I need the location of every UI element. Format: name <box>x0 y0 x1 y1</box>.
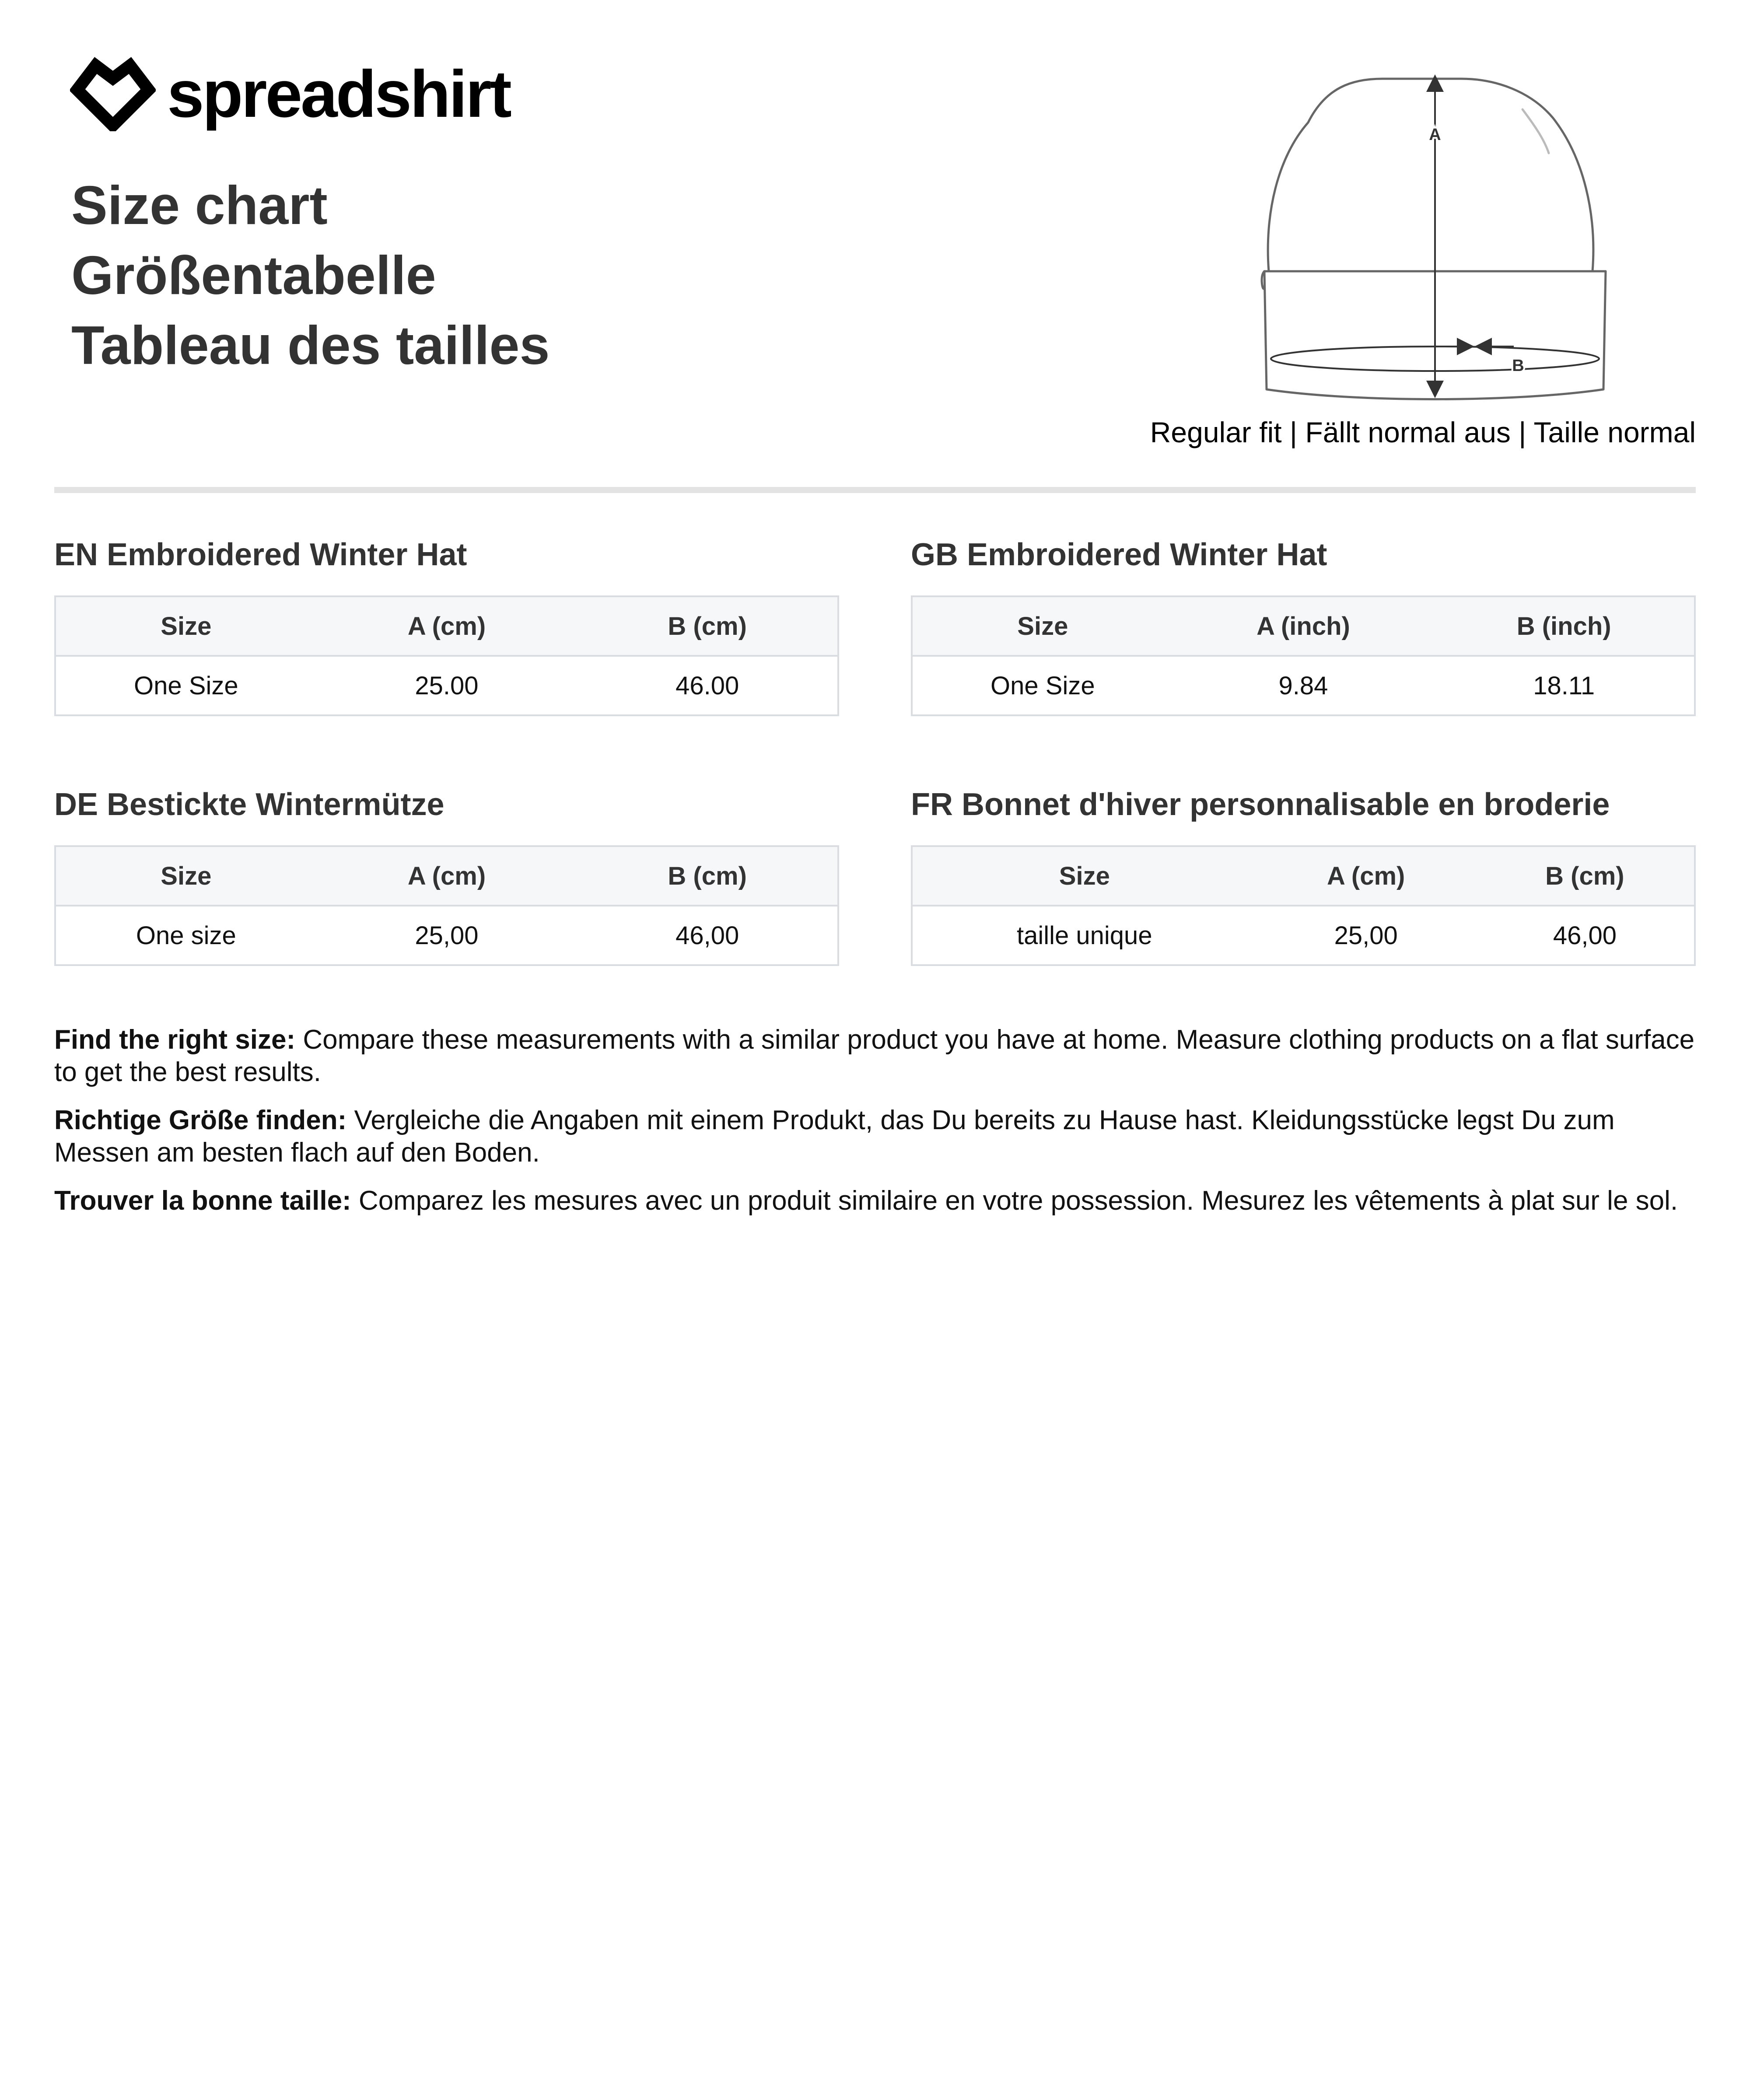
table-cell: 46,00 <box>1476 906 1695 965</box>
page-titles <box>71 171 550 381</box>
title-en: Size chart <box>71 175 328 236</box>
section-title: GB Embroidered Winter Hat <box>911 537 1327 572</box>
column-header: A (cm) <box>316 596 578 656</box>
size-table <box>54 595 839 716</box>
column-header: B (cm) <box>1476 846 1695 906</box>
fit-description: Regular fit | Fällt normal aus | Taille normal <box>1150 416 1696 448</box>
title-fr: Tableau des tailles <box>71 315 550 376</box>
table-cell: One size <box>55 906 316 965</box>
heart-logo-icon <box>70 57 156 131</box>
title-de: Größentabelle <box>71 245 436 306</box>
table-row <box>912 906 1695 965</box>
sizing-notes <box>54 1024 1696 1233</box>
table-row <box>55 656 838 715</box>
label-b: B <box>1512 357 1524 375</box>
column-header: A (cm) <box>1256 846 1476 906</box>
table-cell: 18.11 <box>1434 656 1695 715</box>
table-cell: taille unique <box>912 906 1256 965</box>
note-text: Compare these measurements with a similar product you have at home. Measure clothing products on a flat surface to get the best results. <box>54 1025 1695 1087</box>
table-header-row <box>55 596 838 656</box>
size-table <box>911 595 1696 716</box>
table-cell: 25,00 <box>316 906 578 965</box>
table-cell: One Size <box>55 656 316 715</box>
table-cell: One Size <box>912 656 1173 715</box>
table-cell: 25.00 <box>316 656 578 715</box>
note-label: Trouver la bonne taille: <box>54 1186 351 1216</box>
column-header: A (cm) <box>316 846 578 906</box>
note-text: Comparez les mesures avec un produit similaire en votre possession. Mesurez les vêtements à plat sur le sol. <box>351 1186 1678 1216</box>
column-header: B (cm) <box>577 846 838 906</box>
table-header-row <box>55 846 838 906</box>
column-header: Size <box>55 596 316 656</box>
note-fr <box>54 1185 1696 1217</box>
column-header: Size <box>55 846 316 906</box>
size-section-gb <box>911 536 1696 716</box>
table-row <box>912 656 1695 715</box>
section-title: DE Bestickte Wintermütze <box>54 787 444 822</box>
table-row <box>55 906 838 965</box>
column-header: Size <box>912 846 1256 906</box>
table-cell: 9.84 <box>1173 656 1434 715</box>
note-label: Richtige Größe finden: <box>54 1105 347 1135</box>
label-a: A <box>1429 126 1441 144</box>
size-section-en <box>54 536 839 716</box>
table-cell: 46,00 <box>577 906 838 965</box>
column-header: Size <box>912 596 1173 656</box>
table-cell: 46.00 <box>577 656 838 715</box>
size-table <box>54 845 839 966</box>
note-de <box>54 1104 1696 1169</box>
size-section-de <box>54 786 839 966</box>
brand-name: spreadshirt <box>167 57 510 131</box>
brand-logo <box>70 57 510 131</box>
note-text: Vergleiche die Angaben mit einem Produkt, das Du bereits zu Hause hast. Kleidungsstücke legst Du zum Messen am besten flach auf den Boden. <box>54 1105 1615 1168</box>
table-cell: 25,00 <box>1256 906 1476 965</box>
table-header-row <box>912 846 1695 906</box>
note-en <box>54 1024 1696 1088</box>
section-title: EN Embroidered Winter Hat <box>54 537 467 572</box>
note-label: Find the right size: <box>54 1025 296 1055</box>
header-divider <box>54 487 1696 493</box>
table-header-row <box>912 596 1695 656</box>
section-title: FR Bonnet d'hiver personnalisable en broderie <box>911 787 1610 822</box>
size-table <box>911 845 1696 966</box>
hat-measurement-diagram <box>1251 70 1619 402</box>
column-header: B (cm) <box>577 596 838 656</box>
column-header: B (inch) <box>1434 596 1695 656</box>
size-section-fr <box>911 786 1696 966</box>
column-header: A (inch) <box>1173 596 1434 656</box>
